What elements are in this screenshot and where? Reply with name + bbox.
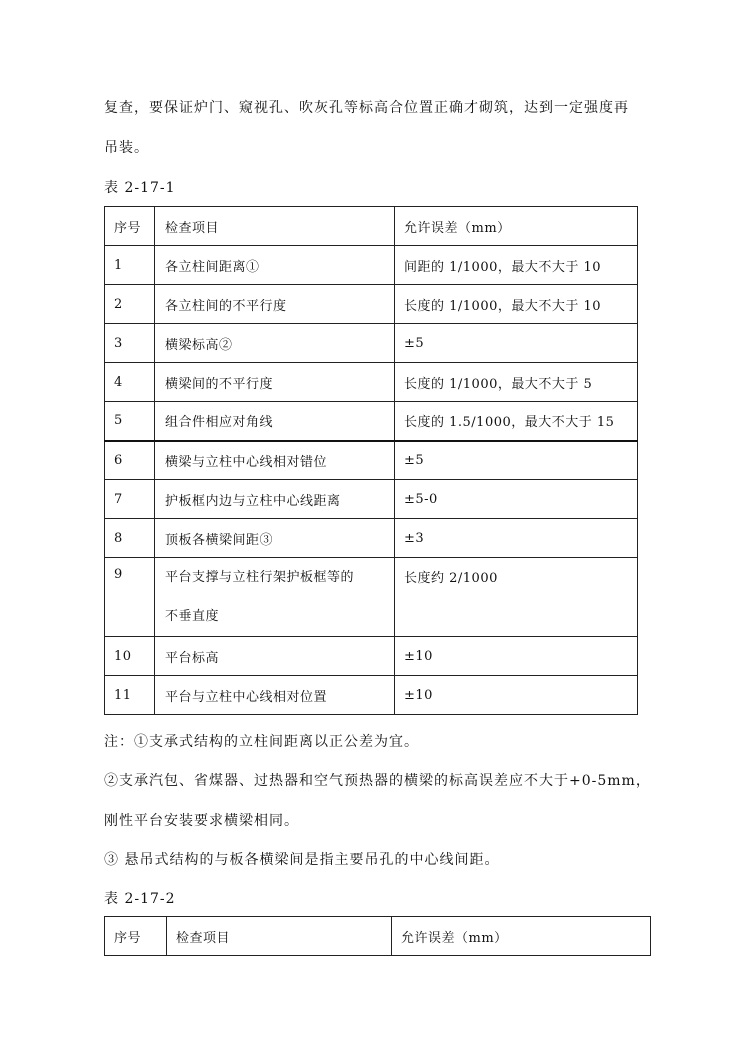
table-cell: 各立柱间的不平行度 bbox=[155, 285, 395, 324]
table-cell: ±10 bbox=[395, 637, 638, 676]
cell-line: 平台支撑与立柱行架护板框等的 bbox=[165, 570, 355, 585]
header-cell: 检查项目 bbox=[167, 917, 392, 956]
table-header-row bbox=[105, 207, 638, 246]
body-text-line: 复查，要保证炉门、窥视孔、吹灰孔等标高合位置正确才砌筑，达到一定强度再 bbox=[104, 100, 629, 116]
table-row bbox=[105, 246, 638, 285]
table-cell: 平台标高 bbox=[155, 637, 395, 676]
body-text-line: 吊装。 bbox=[104, 140, 149, 156]
header-cell: 允许误差（mm） bbox=[392, 917, 651, 956]
note-line: 注：①支承式结构的立柱间距离以正公差为宜。 bbox=[104, 734, 419, 750]
table-cell: ±5 bbox=[395, 324, 638, 363]
table-row bbox=[105, 402, 638, 441]
table-cell: 各立柱间距离① bbox=[155, 246, 395, 285]
table-cell: ±10 bbox=[395, 676, 638, 715]
table-cell: 1 bbox=[105, 246, 155, 285]
tolerance-table-2 bbox=[104, 916, 651, 956]
table-header-row bbox=[105, 917, 651, 956]
table-cell: 9 bbox=[105, 558, 155, 637]
header-cell: 序号 bbox=[105, 917, 167, 956]
note-line: ③ 悬吊式结构的与板各横梁间是指主要吊孔的中心线间距。 bbox=[104, 852, 500, 868]
note-line: 刚性平台安装要求横梁相同。 bbox=[104, 813, 299, 829]
table-row bbox=[105, 519, 638, 558]
table-cell: 8 bbox=[105, 519, 155, 558]
table-caption: 表 2-17-2 bbox=[104, 891, 176, 907]
table-cell: 横梁标高② bbox=[155, 324, 395, 363]
table-cell: 长度的 1/1000，最大不大于 10 bbox=[395, 285, 638, 324]
table-cell: 长度的 1/1000，最大不大于 5 bbox=[395, 363, 638, 402]
table-cell: 横梁与立柱中心线相对错位 bbox=[155, 441, 395, 480]
table-row bbox=[105, 441, 638, 480]
table-row bbox=[105, 480, 638, 519]
table-cell: ±3 bbox=[395, 519, 638, 558]
header-cell: 检查项目 bbox=[155, 207, 395, 246]
table-cell: 横梁间的不平行度 bbox=[155, 363, 395, 402]
table-cell: 护板框内边与立柱中心线距离 bbox=[155, 480, 395, 519]
table-cell: 长度的 1.5/1000，最大不大于 15 bbox=[395, 402, 638, 441]
table-row bbox=[105, 285, 638, 324]
table-row bbox=[105, 363, 638, 402]
table-cell: 3 bbox=[105, 324, 155, 363]
table-cell: 5 bbox=[105, 402, 155, 441]
table-cell: 7 bbox=[105, 480, 155, 519]
table-cell: 10 bbox=[105, 637, 155, 676]
table-cell: ±5 bbox=[395, 441, 638, 480]
table-cell: 间距的 1/1000，最大不大于 10 bbox=[395, 246, 638, 285]
tolerance-table-1 bbox=[104, 206, 638, 715]
table-row bbox=[105, 324, 638, 363]
table-row bbox=[105, 558, 638, 637]
header-cell: 序号 bbox=[105, 207, 155, 246]
table-row bbox=[105, 676, 638, 715]
table-cell: 顶板各横梁间距③ bbox=[155, 519, 395, 558]
table-cell-multiline bbox=[155, 558, 395, 637]
table-cell: ±5-0 bbox=[395, 480, 638, 519]
table-cell: 2 bbox=[105, 285, 155, 324]
table-cell: 组合件相应对角线 bbox=[155, 402, 395, 441]
table-cell: 平台与立柱中心线相对位置 bbox=[155, 676, 395, 715]
table-cell: 4 bbox=[105, 363, 155, 402]
note-line: ②支承汽包、省煤器、过热器和空气预热器的横梁的标高误差应不大于+0-5mm， bbox=[104, 773, 651, 789]
table-cell: 长度约 2/1000 bbox=[395, 558, 638, 637]
table-cell: 6 bbox=[105, 441, 155, 480]
cell-line: 不垂直度 bbox=[165, 609, 220, 624]
table-caption: 表 2-17-1 bbox=[104, 180, 176, 196]
header-cell: 允许误差（mm） bbox=[395, 207, 638, 246]
table-row bbox=[105, 637, 638, 676]
table-cell: 11 bbox=[105, 676, 155, 715]
